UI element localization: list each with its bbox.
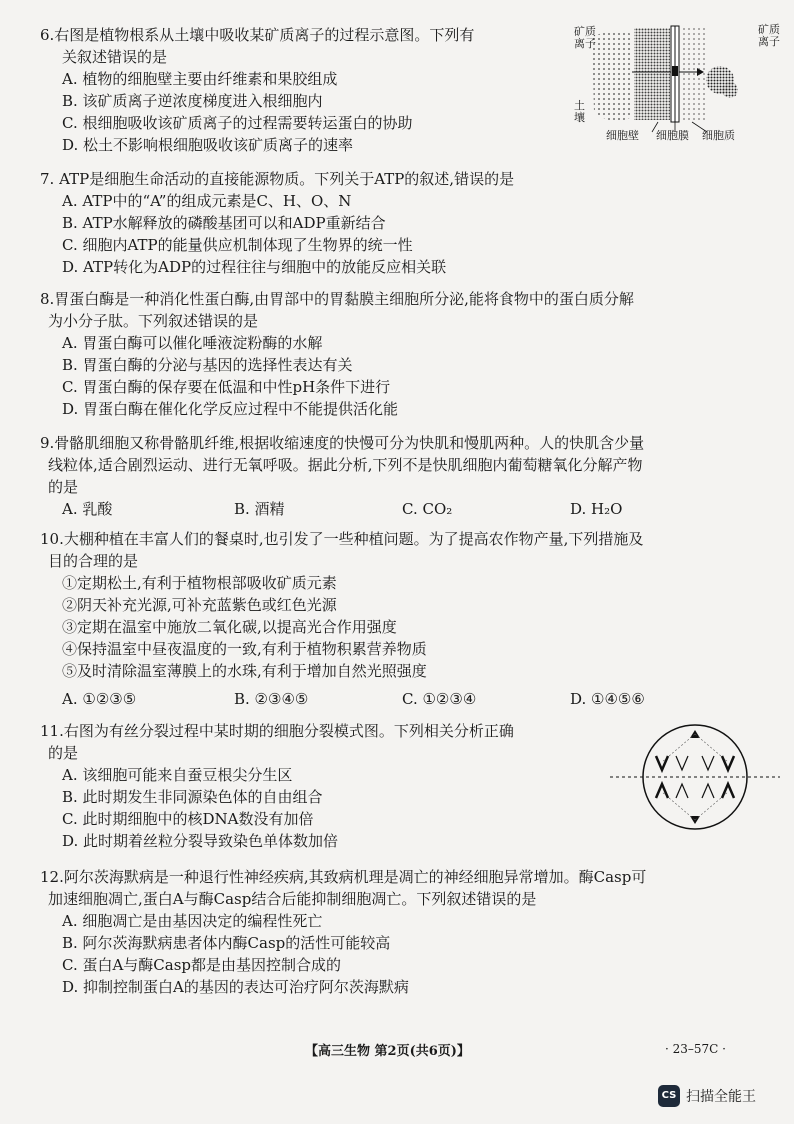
q10-item-2: ②阴天补充光源,可补充蓝紫色或红色光源 [62, 596, 337, 614]
q11-option-d: D. 此时期着丝粒分裂导致染色单体数加倍 [62, 832, 339, 850]
cell-membrane-label: 细胞膜 [656, 129, 689, 142]
q8-stem-line2: 为小分子肽。下列叙述错误的是 [48, 312, 259, 330]
q9-option-d: D. H₂O [570, 500, 623, 518]
q10-item-1: ①定期松土,有利于植物根部吸收矿质元素 [62, 574, 337, 592]
footer-page-info: 【高三生物 第2页(共6页)】 [305, 1044, 470, 1059]
q9-stem-line3: 的是 [48, 478, 79, 496]
q9-stem-line1: 9.骨骼肌细胞又称骨骼肌纤维,根据收缩速度的快慢可分为快肌和慢肌两种。人的快肌含少量 [40, 434, 645, 452]
q9-stem-line2: 线粒体,适合剧烈运动、进行无氧呼吸。据此分析,下列不是快肌细胞内葡萄糖氧化分解产物 [48, 456, 643, 474]
soil-label: 土壤 [574, 99, 585, 124]
q7-option-c: C. 细胞内ATP的能量供应机制体现了生物界的统一性 [62, 236, 413, 254]
q10-item-5: ⑤及时清除温室薄膜上的水珠,有利于增加自然光照强度 [62, 662, 427, 680]
q7-stem: 7. ATP是细胞生命活动的直接能源物质。下列关于ATP的叙述,错误的是 [40, 170, 515, 188]
q11-option-c: C. 此时期细胞中的核DNA数没有加倍 [62, 810, 314, 828]
q10-option-d: D. ①④⑤⑥ [570, 690, 645, 708]
q11-stem-line2: 的是 [48, 744, 79, 762]
q12-option-a: A. 细胞凋亡是由基因决定的编程性死亡 [62, 912, 323, 930]
q6-option-a: A. 植物的细胞壁主要由纤维素和果胶组成 [62, 70, 338, 88]
question-7 [40, 168, 514, 278]
mitosis-cell-diagram [610, 722, 780, 834]
q12-option-c: C. 蛋白A与酶Casp都是由基因控制合成的 [62, 956, 342, 974]
q12-option-b: B. 阿尔茨海默病患者体内酶Casp的活性可能较高 [62, 934, 391, 952]
q10-item-4: ④保持温室中昼夜温度的一致,有利于植物积累营养物质 [62, 640, 427, 658]
q11-stem-line1: 11.右图为有丝分裂过程中某时期的细胞分裂模式图。下列相关分析正确 [40, 722, 514, 740]
q11-option-a: A. 该细胞可能来自蚕豆根尖分生区 [62, 766, 293, 784]
q10-stem-line1: 10.大棚种植在丰富人们的餐桌时,也引发了一些种植问题。为了提高农作物产量,下列措施及 [40, 530, 644, 548]
question-12 [40, 866, 646, 998]
footer-code: · 23–57C · [665, 1042, 726, 1056]
q6-option-d: D. 松土不影响根细胞吸收该矿质离子的速率 [62, 136, 354, 154]
q6-option-c: C. 根细胞吸收该矿质离子的过程需要转运蛋白的协助 [62, 114, 413, 132]
q8-option-c: C. 胃蛋白酶的保存要在低温和中性pH条件下进行 [62, 378, 391, 396]
question-11 [40, 720, 514, 852]
camscanner-logo-icon: CS [658, 1085, 680, 1107]
q7-option-d: D. ATP转化为ADP的过程往往与细胞中的放能反应相关联 [62, 258, 447, 276]
q9-options [40, 498, 644, 520]
left-ion-label: 矿质离子 [574, 25, 596, 50]
q9-option-c: C. CO₂ [402, 500, 453, 518]
q10-option-b: B. ②③④⑤ [234, 690, 309, 708]
question-10 [40, 528, 644, 680]
q6-stem-line1: 6.右图是植物根系从土壤中吸收某矿质离子的过程示意图。下列有 [40, 26, 475, 44]
cell-wall-label: 细胞壁 [606, 129, 639, 142]
camscanner-text: 扫描全能王 [686, 1089, 756, 1105]
q10-option-c: C. ①②③④ [402, 690, 477, 708]
cytoplasm-label: 细胞质 [702, 129, 735, 142]
q10-options-row [62, 688, 645, 710]
q10-stem-line2: 目的合理的是 [48, 552, 139, 570]
q11-option-b: B. 此时期发生非同源染色体的自由组合 [62, 788, 323, 806]
q10-item-3: ③定期在温室中施放二氧化碳,以提高光合作用强度 [62, 618, 397, 636]
q8-stem-line1: 8.胃蛋白酶是一种消化性蛋白酶,由胃部中的胃黏膜主细胞所分泌,能将食物中的蛋白质分解 [40, 290, 634, 308]
q9-option-a: A. 乳酸 [62, 500, 113, 518]
q6-option-b: B. 该矿质离子逆浓度梯度进入根细胞内 [62, 92, 323, 110]
q12-option-d: D. 抑制控制蛋白A的基因的表达可治疗阿尔茨海默病 [62, 978, 409, 996]
q8-option-b: B. 胃蛋白酶的分泌与基因的选择性表达有关 [62, 356, 353, 374]
q7-option-b: B. ATP水解释放的磷酸基团可以和ADP重新结合 [62, 214, 386, 232]
q6-stem-line2: 关叙述错误的是 [62, 48, 168, 66]
mitosis-figure [610, 722, 780, 834]
q12-stem-line2: 加速细胞凋亡,蛋白A与酶Casp结合后能抑制细胞凋亡。下列叙述错误的是 [48, 890, 537, 908]
question-9 [40, 432, 644, 520]
root-ion-uptake-figure [572, 22, 782, 147]
question-8 [40, 288, 634, 420]
q8-option-d: D. 胃蛋白酶在催化化学反应过程中不能提供活化能 [62, 400, 399, 418]
page-footer [0, 1040, 794, 1064]
q7-option-a: A. ATP中的“A”的组成元素是C、H、O、N [62, 192, 352, 210]
q12-stem-line1: 12.阿尔茨海默病是一种退行性神经疾病,其致病机理是凋亡的神经细胞异常增加。酶Casp可 [40, 868, 647, 886]
question-6 [40, 24, 474, 156]
q8-option-a: A. 胃蛋白酶可以催化唾液淀粉酶的水解 [62, 334, 323, 352]
q9-option-b: B. 酒精 [234, 500, 285, 518]
right-ion-label: 矿质离子 [758, 23, 780, 48]
q10-option-a: A. ①②③⑤ [62, 690, 137, 708]
